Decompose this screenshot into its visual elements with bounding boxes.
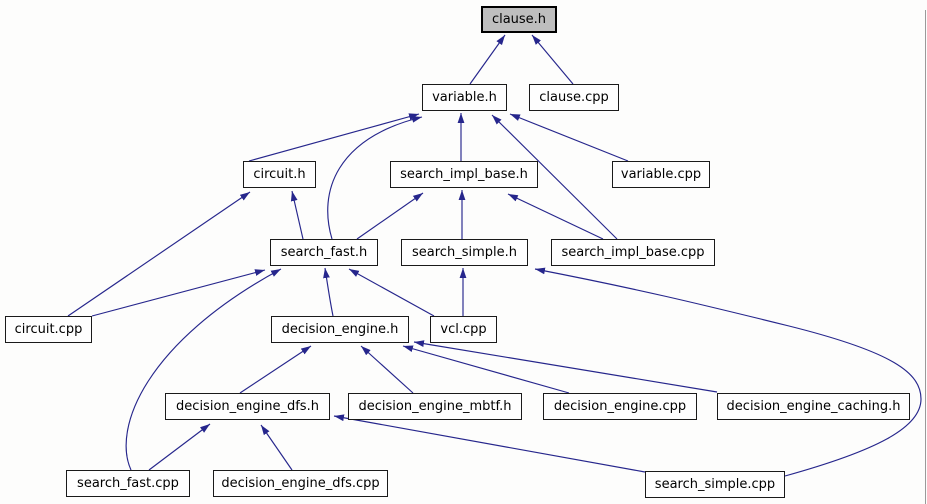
edge-search_simple.cpp-includes-decision_engine_dfs.h [334,416,645,472]
node-label: decision_engine_dfs.cpp [221,476,380,491]
node-label: search_impl_base.cpp [561,245,705,260]
node-search-fast-h[interactable] [270,239,378,266]
node-label: decision_engine.h [281,322,399,337]
node-circuit-h[interactable] [243,161,316,188]
node-label: clause.h [491,12,547,27]
node-decision-engine-cpp[interactable] [543,393,697,420]
node-decision-engine-caching-h[interactable] [717,393,910,420]
edge-circuit.h-includes-variable.h [249,114,419,161]
node-label: search_simple.h [412,245,517,260]
node-label: variable.cpp [620,167,702,182]
edge-decision_engine.cpp-includes-decision_engine.h [403,346,569,393]
node-label: decision_engine_caching.h [726,399,901,414]
node-label: search_simple.cpp [654,477,776,492]
edge-variable.h-includes-clause.h [470,35,505,84]
node-label: decision_engine.cpp [553,399,687,414]
node-decision-engine-dfs-h[interactable] [165,393,330,420]
node-search-simple-cpp[interactable] [645,471,785,498]
edge-decision_engine_mbtf.h-includes-decision_engine.h [361,346,413,393]
node-label: search_fast.cpp [77,476,179,491]
node-vcl-cpp[interactable] [430,316,497,343]
node-decision-engine-dfs-cpp[interactable] [213,470,388,497]
edge-search_fast.cpp-includes-search_fast.h [126,269,281,470]
edge-decision_engine_caching.h-includes-decision_engine.h [414,342,717,392]
edge-clause.cpp-includes-clause.h [532,35,573,84]
node-label: variable.h [432,90,497,105]
node-clause-h[interactable] [481,6,557,33]
node-search-impl-base-h[interactable] [390,161,538,188]
node-label: vcl.cpp [440,322,487,337]
edge-decision_engine_dfs.h-includes-decision_engine.h [240,346,311,393]
edge-decision_engine_dfs.cpp-includes-decision_engine_dfs.h [261,425,292,470]
node-search-fast-cpp[interactable] [66,470,190,497]
edge-search_impl_base.cpp-includes-search_impl_base.h [508,194,603,239]
edge-search_simple.cpp-includes-search_simple.h [535,269,921,476]
node-search-impl-base-cpp[interactable] [551,239,715,266]
node-label: circuit.cpp [14,322,83,337]
node-label: decision_engine_mbtf.h [358,399,512,414]
edge-variable.cpp-includes-variable.h [510,114,628,161]
node-variable-cpp[interactable] [612,161,710,188]
node-label: search_fast.h [280,245,368,260]
edge-circuit.cpp-includes-circuit.h [68,192,250,316]
node-clause-cpp[interactable] [529,84,619,111]
node-label: search_impl_base.h [400,167,528,182]
edge-vcl.cpp-includes-search_fast.h [349,269,434,316]
page-right-border [925,10,926,504]
node-label: clause.cpp [539,90,609,105]
edge-decision_engine.h-includes-search_fast.h [325,268,333,316]
edge-search_fast.h-includes-search_impl_base.h [357,193,423,239]
edge-circuit.cpp-includes-search_fast.h [92,270,265,316]
node-decision-engine-mbtf-h[interactable] [348,393,522,420]
node-circuit-cpp[interactable] [5,316,92,343]
node-decision-engine-h[interactable] [271,316,409,343]
node-label: circuit.h [253,167,306,182]
edge-search_fast.h-includes-circuit.h [292,191,303,239]
edge-search_fast.cpp-includes-decision_engine_dfs.h [149,424,210,470]
node-variable-h[interactable] [422,84,507,111]
node-label: decision_engine_dfs.h [176,399,319,414]
node-search-simple-h[interactable] [401,239,528,266]
